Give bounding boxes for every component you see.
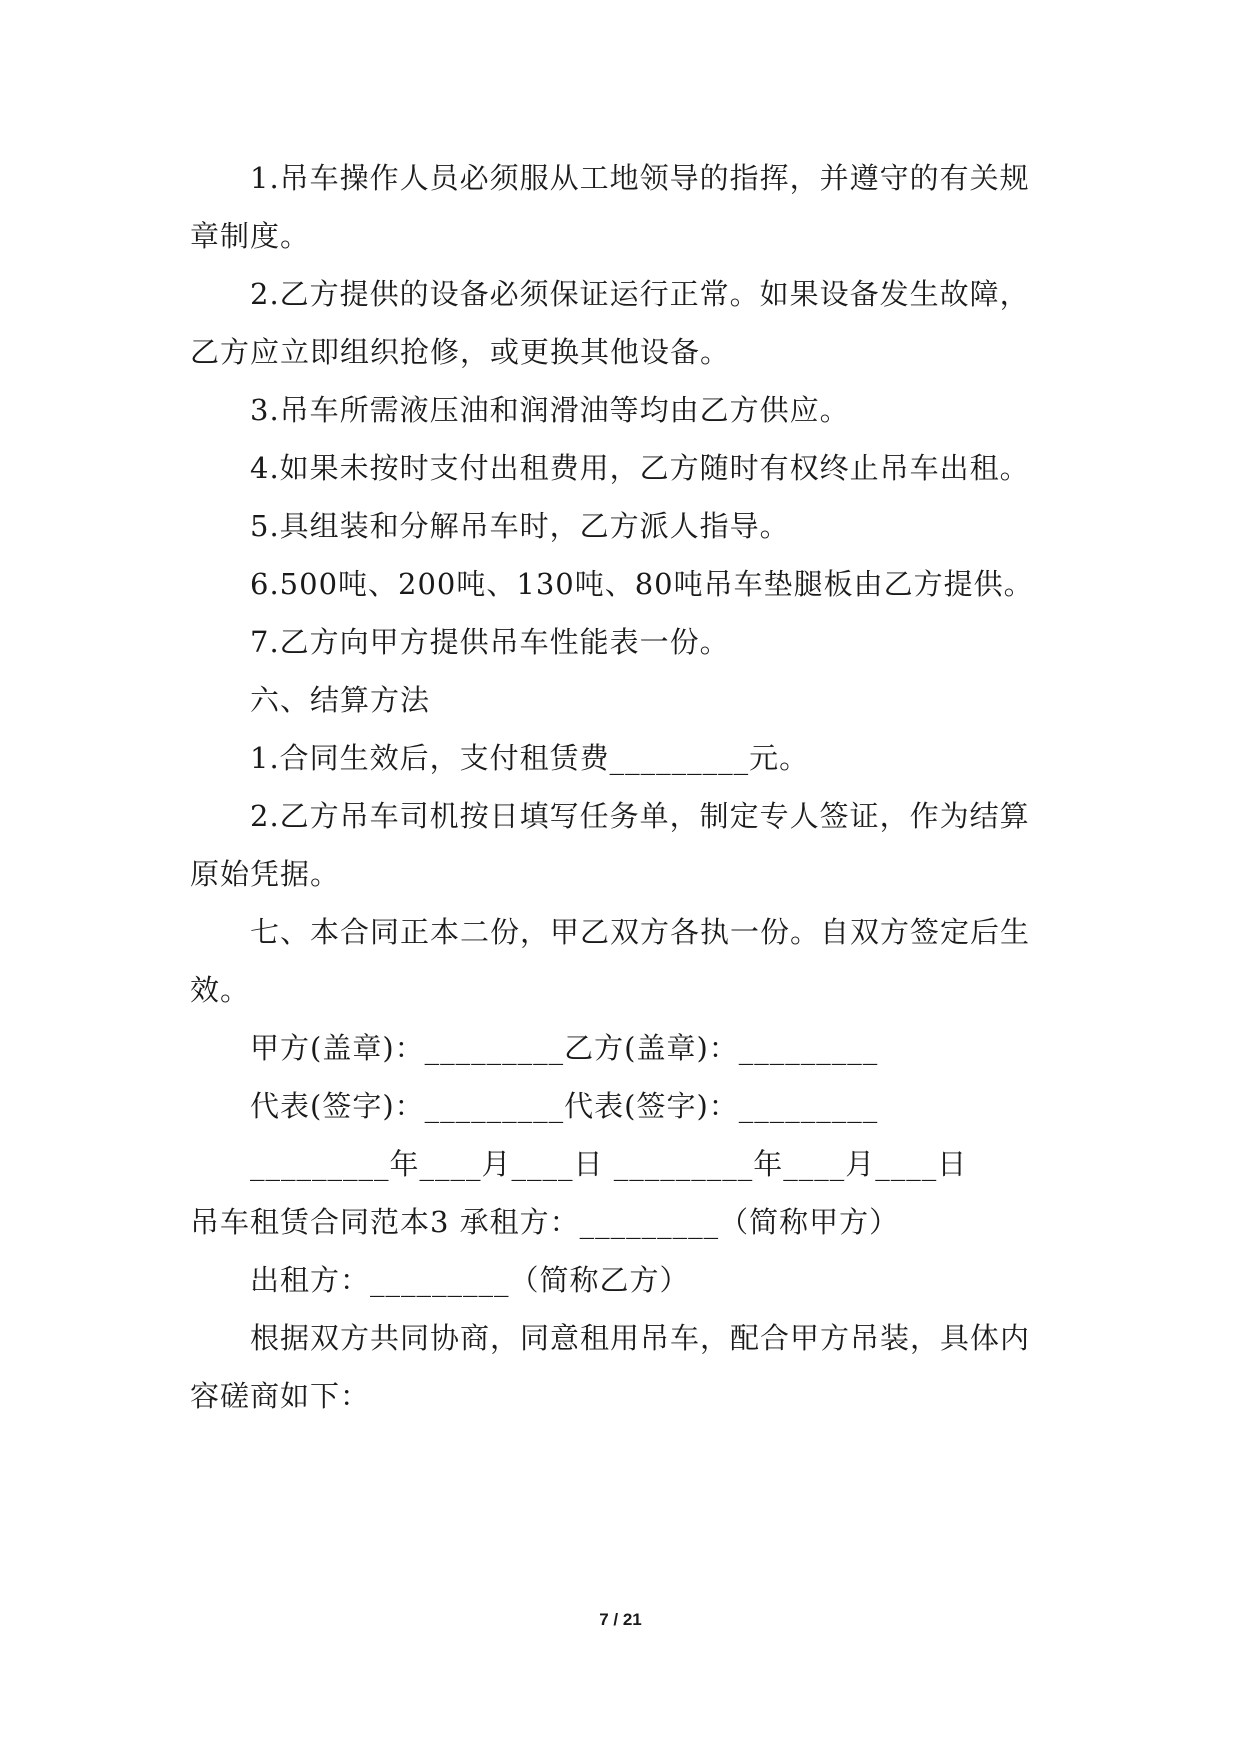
text-line: 1.吊车操作人员必须服从工地领导的指挥，并遵守的有关规 <box>250 161 1030 195</box>
text-line: 七、本合同正本二份，甲乙双方各执一份。自双方签定后生 <box>250 915 1031 949</box>
text-line: 根据双方共同协商，同意租用吊车，配合甲方吊装，具体内 <box>250 1321 1031 1355</box>
text-line: 6.500吨、200吨、130吨、80吨吊车垫腿板由乙方提供。 <box>250 567 1034 601</box>
text-line: 2.乙方吊车司机按日填写任务单，制定专人签证，作为结算 <box>250 799 1030 833</box>
text-line: 乙方应立即组织抢修，或更换其他设备。 <box>190 335 731 369</box>
section-heading: 六、结算方法 <box>250 683 431 717</box>
text-line: 效。 <box>190 973 251 1007</box>
text-line: 7.乙方向甲方提供吊车性能表一份。 <box>250 625 730 659</box>
text-line: 5.具组装和分解吊车时，乙方派人指导。 <box>250 509 790 543</box>
text-line: 1.合同生效后，支付租赁费_________元。 <box>250 741 810 775</box>
contract-title-line: 吊车租赁合同范本3 承租方：_________（简称甲方） <box>190 1205 900 1239</box>
signature-line-representative: 代表(签字)：_________代表(签字)：_________ <box>250 1089 879 1123</box>
signature-line-seal: 甲方(盖章)：_________乙方(盖章)：_________ <box>250 1031 879 1065</box>
text-line: 章制度。 <box>190 219 311 253</box>
text-line: 2.乙方提供的设备必须保证运行正常。如果设备发生故障， <box>250 277 1030 311</box>
text-line: 3.吊车所需液压油和润滑油等均由乙方供应。 <box>250 393 850 427</box>
text-line: 4.如果未按时支付出租费用，乙方随时有权终止吊车出租。 <box>250 451 1030 485</box>
text-line: 原始凭据。 <box>190 857 341 891</box>
text-line: 出租方：_________（简称乙方） <box>250 1263 690 1297</box>
page-number: 7 / 21 <box>599 1610 642 1629</box>
text-line: 容磋商如下： <box>190 1379 371 1413</box>
signature-line-date: _________年____月____日 _________年____月____日 <box>250 1147 968 1181</box>
